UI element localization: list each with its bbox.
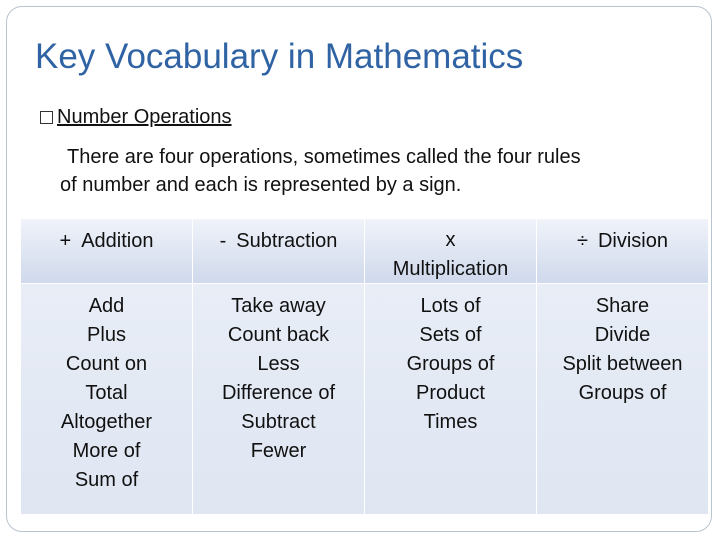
vocab-word: Less bbox=[257, 353, 300, 375]
vocab-word: Altogether bbox=[60, 411, 153, 433]
times-sign: x bbox=[445, 229, 456, 251]
intro-line-2: of number and each is represented by a sign. bbox=[60, 174, 462, 196]
vocab-word: Groups of bbox=[406, 353, 495, 375]
header-addition bbox=[21, 219, 192, 283]
vocab-word: Count back bbox=[227, 324, 330, 346]
vocab-word: Times bbox=[423, 411, 478, 433]
vocab-word: Plus bbox=[87, 324, 126, 346]
header-division bbox=[537, 219, 708, 283]
header-multiplication bbox=[365, 219, 536, 283]
minus-sign: - bbox=[219, 230, 227, 252]
slide-title: Key Vocabulary in Mathematics bbox=[35, 37, 524, 76]
vocab-word: More of bbox=[72, 440, 141, 462]
bullet-label: Number Operations bbox=[57, 106, 232, 128]
operations-table bbox=[21, 219, 707, 515]
slide-frame bbox=[6, 6, 712, 532]
vocab-word: Groups of bbox=[578, 382, 667, 404]
intro-paragraph bbox=[60, 143, 700, 199]
intro-line-1: There are four operations, sometimes called the four rules bbox=[67, 146, 581, 168]
vocab-word: Subtract bbox=[241, 411, 316, 433]
plus-sign: + bbox=[59, 230, 72, 252]
vocab-word: Fewer bbox=[250, 440, 307, 462]
division-words bbox=[537, 284, 708, 514]
header-label: Multiplication bbox=[392, 258, 509, 280]
vocab-word: Sum of bbox=[74, 469, 139, 491]
header-subtraction bbox=[193, 219, 364, 283]
bullet-number-operations bbox=[40, 106, 232, 129]
checkbox-bullet-icon bbox=[40, 111, 53, 124]
vocab-word: Product bbox=[416, 382, 485, 404]
vocab-word: Lots of bbox=[420, 295, 481, 317]
vocab-word: Add bbox=[88, 295, 125, 317]
header-label: Division bbox=[597, 230, 668, 252]
header-label: Addition bbox=[81, 230, 154, 252]
header-label: Subtraction bbox=[236, 230, 338, 252]
multiplication-words bbox=[365, 284, 536, 514]
vocab-word: Count on bbox=[65, 353, 148, 375]
subtraction-words bbox=[193, 284, 364, 514]
vocab-word: Share bbox=[595, 295, 650, 317]
vocab-word: Difference of bbox=[221, 382, 336, 404]
addition-words bbox=[21, 284, 192, 514]
vocab-word: Take away bbox=[231, 295, 326, 317]
vocab-word: Total bbox=[85, 382, 128, 404]
vocab-word: Split between bbox=[562, 353, 683, 375]
vocab-word: Divide bbox=[594, 324, 651, 346]
divide-sign: ÷ bbox=[576, 230, 588, 252]
vocab-word: Sets of bbox=[419, 324, 482, 346]
